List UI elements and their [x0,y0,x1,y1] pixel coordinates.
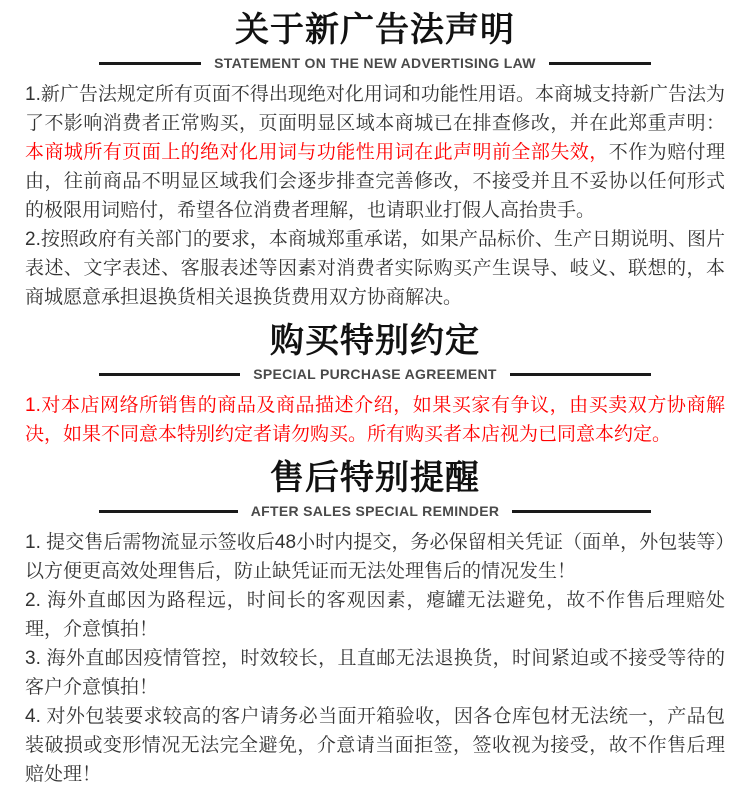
text-run: 4. 对外包装要求较高的客户请务必当面开箱验收，因各仓库包材无法统一，产品包装破损或变形情况无法完全避免，介意请当面拒签，签收视为接受，故不作售后理赔处理！ [25,706,725,785]
section-subtitle-row [99,366,651,382]
text-run: 1.新广告法规定所有页面不得出现绝对化用词和功能性用语。本商城支持新广告法为了不影响消费者正常购买，页面明显区域本商城已在排查修改，并在此郑重声明： [25,84,725,134]
section-title: 关于新广告法声明 [235,11,515,49]
subtitle-right-rule [512,510,651,513]
text-run: 本商城所有页面上的绝对化用词与功能性用词在此声明前全部失效， [25,142,609,163]
section-paragraphs [25,528,725,789]
section-paragraphs [25,391,725,449]
paragraph [25,702,725,789]
paragraph [25,644,725,702]
section-subtitle-row [99,503,651,519]
section-subtitle: SPECIAL PURCHASE AGREEMENT [253,366,497,382]
text-run: 2. 海外直邮因为路程远，时间长的客观因素，瘪罐无法避免，故不作售后理赔处理，介意慎拍！ [25,590,725,640]
paragraph [25,391,725,449]
section-title: 购买特别约定 [270,322,480,360]
section-paragraphs [25,80,725,312]
subtitle-left-rule [99,510,238,513]
text-run: 1.对本店网络所销售的商品及商品描述介绍，如果买家有争议，由买卖双方协商解决，如果不同意本特别约定者请勿购买。所有购买者本店视为已同意本约定。 [25,395,725,445]
subtitle-right-rule [549,62,651,65]
paragraph [25,528,725,586]
section-title: 售后特别提醒 [270,459,480,497]
text-run: 不作为赔付理由，往前商品不明显区域我们会逐步排查完善修改，不接受并且不妥协以任何形式的极限用词赔付，希望各位消费者理解，也请职业打假人高抬贵手。 [25,142,725,221]
paragraph [25,80,725,225]
subtitle-left-rule [99,62,201,65]
text-run: 1. 提交售后需物流显示签收后48小时内提交，务必保留相关凭证（面单，外包装等）以方便更高效处理售后，防止缺凭证而无法处理售后的情况发生！ [25,532,725,582]
text-run: 2.按照政府有关部门的要求，本商城郑重承诺，如果产品标价、生产日期说明、图片表述、文字表述、客服表述等因素对消费者实际购买产生误导、岐义、联想的，本商城愿意承担退换货相关退换货费用双方协商解决。 [25,229,725,308]
paragraph [25,225,725,312]
section-purchase-agreement [0,320,750,449]
paragraph [25,586,725,644]
section-subtitle-row [99,55,651,71]
section-subtitle: STATEMENT ON THE NEW ADVERTISING LAW [214,55,536,71]
text-run: 3. 海外直邮因疫情管控，时效较长，且直邮无法退换货，时间紧迫或不接受等待的客户介意慎拍！ [25,648,725,698]
section-subtitle: AFTER SALES SPECIAL REMINDER [250,503,500,519]
subtitle-right-rule [510,373,651,376]
section-after-sales-reminder [0,457,750,789]
subtitle-left-rule [99,373,240,376]
section-advertising-law [0,9,750,312]
